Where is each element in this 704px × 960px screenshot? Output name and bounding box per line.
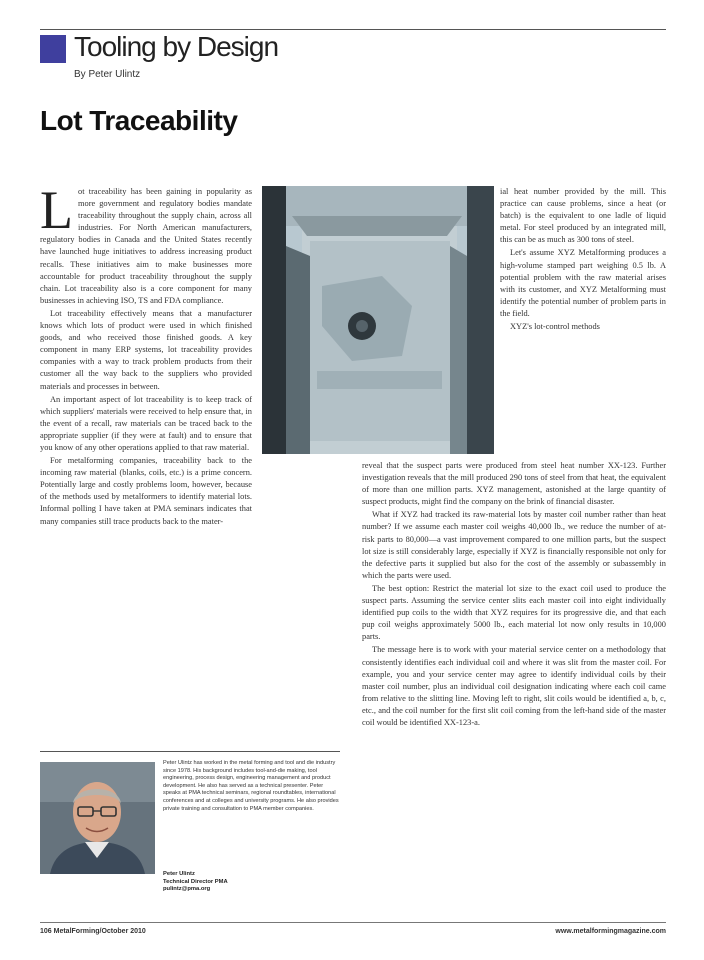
article-photo-die-component	[262, 186, 494, 454]
article-title: Lot Traceability	[40, 105, 238, 136]
paragraph: reveal that the suspect parts were produced from steel heat number XX-123. Further investigation reveals that the mill produced 290 tons of steel from that heat, the equivalent of more than one million parts. XYZ management, astonished at the large quantity of suspect products, might find the company on the brink of financial disaster.	[362, 461, 666, 507]
paragraph: XYZ's lot-control methods	[510, 322, 600, 332]
drop-cap: L	[40, 180, 73, 240]
article-column-right-top	[500, 186, 666, 334]
paragraph: For metalforming companies, traceability back to the incoming raw material (blanks, coils, etc.) is a prime concern. Potentially large and costly problems loom, however, because of the methods used by metalformers to identify material lots. Informal polling I have taken at PMA seminars indicates that many companies still trace products back to the mater-	[40, 456, 252, 526]
paragraph: Lot traceability has been gaining in popularity as more government and regulatory bodies mandate traceability throughout the supply chain, across all industries. For North American manufacturers, regulatory bodies in Canada and the United States recently have launched huge initiatives to address increasing product recalls. These initiatives aim to make businesses more accountable for product traceability throughout the supply chain. Lot traceability also is a core component for many businesses in achieving ISO, TS and FDA compliance.	[40, 180, 252, 305]
article-column-left	[40, 180, 252, 529]
paragraph: Lot traceability effectively means that a manufacturer knows which lots of product were used in which finished goods, and who received those finished goods. A key component in many ERP systems, lot traceability provides companies with a way to track problem products from their customer all the way back to the suppliers who provided materials and processes in between.	[40, 308, 252, 391]
author-contact	[163, 871, 228, 894]
paragraph: ial heat number provided by the mill. This practice can cause problems, since a heat (or batch) is the equivalent to one ladle of liquid metal. For steel produced by an integrated mill, this can be as much as 300 tons of steel.	[500, 187, 666, 245]
paragraph: What if XYZ had tracked its raw-material lots by master coil number rather than heat number? If we assume each master coil weighs 40,000 lb., we reduce the number of at-risk parts to 80,000—a vast improvement compared to one million parts, but the suspect lot size is still considerably large, especially if XYZ is financially responsible not only for the defective parts it supplied but also for the cost of the assembly or subassembly in which the parts were used.	[362, 510, 666, 580]
byline: By Peter Ulintz	[74, 69, 141, 80]
bio-rule	[40, 751, 340, 752]
paragraph: An important aspect of lot traceability is to keep track of which suppliers' materials were received to help ensure that, in the event of a recall, raw materials can be traced back to the appropriate supplier (if they were at fault) and to ensure that you know of any other operations applied to that raw material.	[40, 394, 252, 452]
author-role: Technical Director PMA	[163, 878, 228, 885]
author-bio: Peter Ulintz has worked in the metal forming and tool and die industry since 1978. His background includes tool-and-die making, tool engineering, process design, engineering management and product development. He also has served as a technical presenter. Peter speaks at PMA technical seminars, regional roundtables, international conferences and at colleges and university programs. He also provides private training and consultation to PMA member companies.	[163, 760, 339, 812]
footer-rule	[40, 922, 666, 923]
paragraph: Let's assume XYZ Metalforming produces a high-volume stamped part weighing 0.5 lb. A potential problem with the raw material arises with its customer, and XYZ Metalforming must identify the potential number of problem parts in the field.	[500, 248, 666, 318]
article-column-right-bottom	[362, 460, 666, 730]
author-email[interactable]: pulintz@pma.org	[163, 886, 211, 893]
department-color-bar	[40, 35, 66, 63]
author-headshot	[40, 762, 155, 874]
paragraph: The best option: Restrict the material lot size to the exact coil used to produce the suspect parts. Assuming the service center slits each master coil into eight individually identified pup coils to the width that XYZ requires for its progressive die, and that each pup coil weighs approximately 5000 lb., each material lot now only results in 10,000 parts.	[362, 583, 666, 642]
author-name: Peter Ulintz	[163, 871, 195, 877]
paragraph: The message here is to work with your material service center on a methodology that consistently identifies each individual coil and where it was slit from the master coil. For example, you and your service center may agree to identify individual coils by their master coil number, plus an individual coil designation indicating where each coil came from relative to the slitting line. Moving left to right, slit coils would be identified a, b, c, etc., and the coil number for the first slit coil coming from the left-hand side of the master coil would be identified XX-123-a.	[362, 645, 666, 727]
department-heading: Tooling by Design	[74, 31, 279, 62]
header-rule	[40, 29, 666, 30]
footer-page-info: 106 MetalForming/October 2010	[40, 928, 146, 935]
footer-url[interactable]: www.metalformingmagazine.com	[555, 928, 666, 935]
